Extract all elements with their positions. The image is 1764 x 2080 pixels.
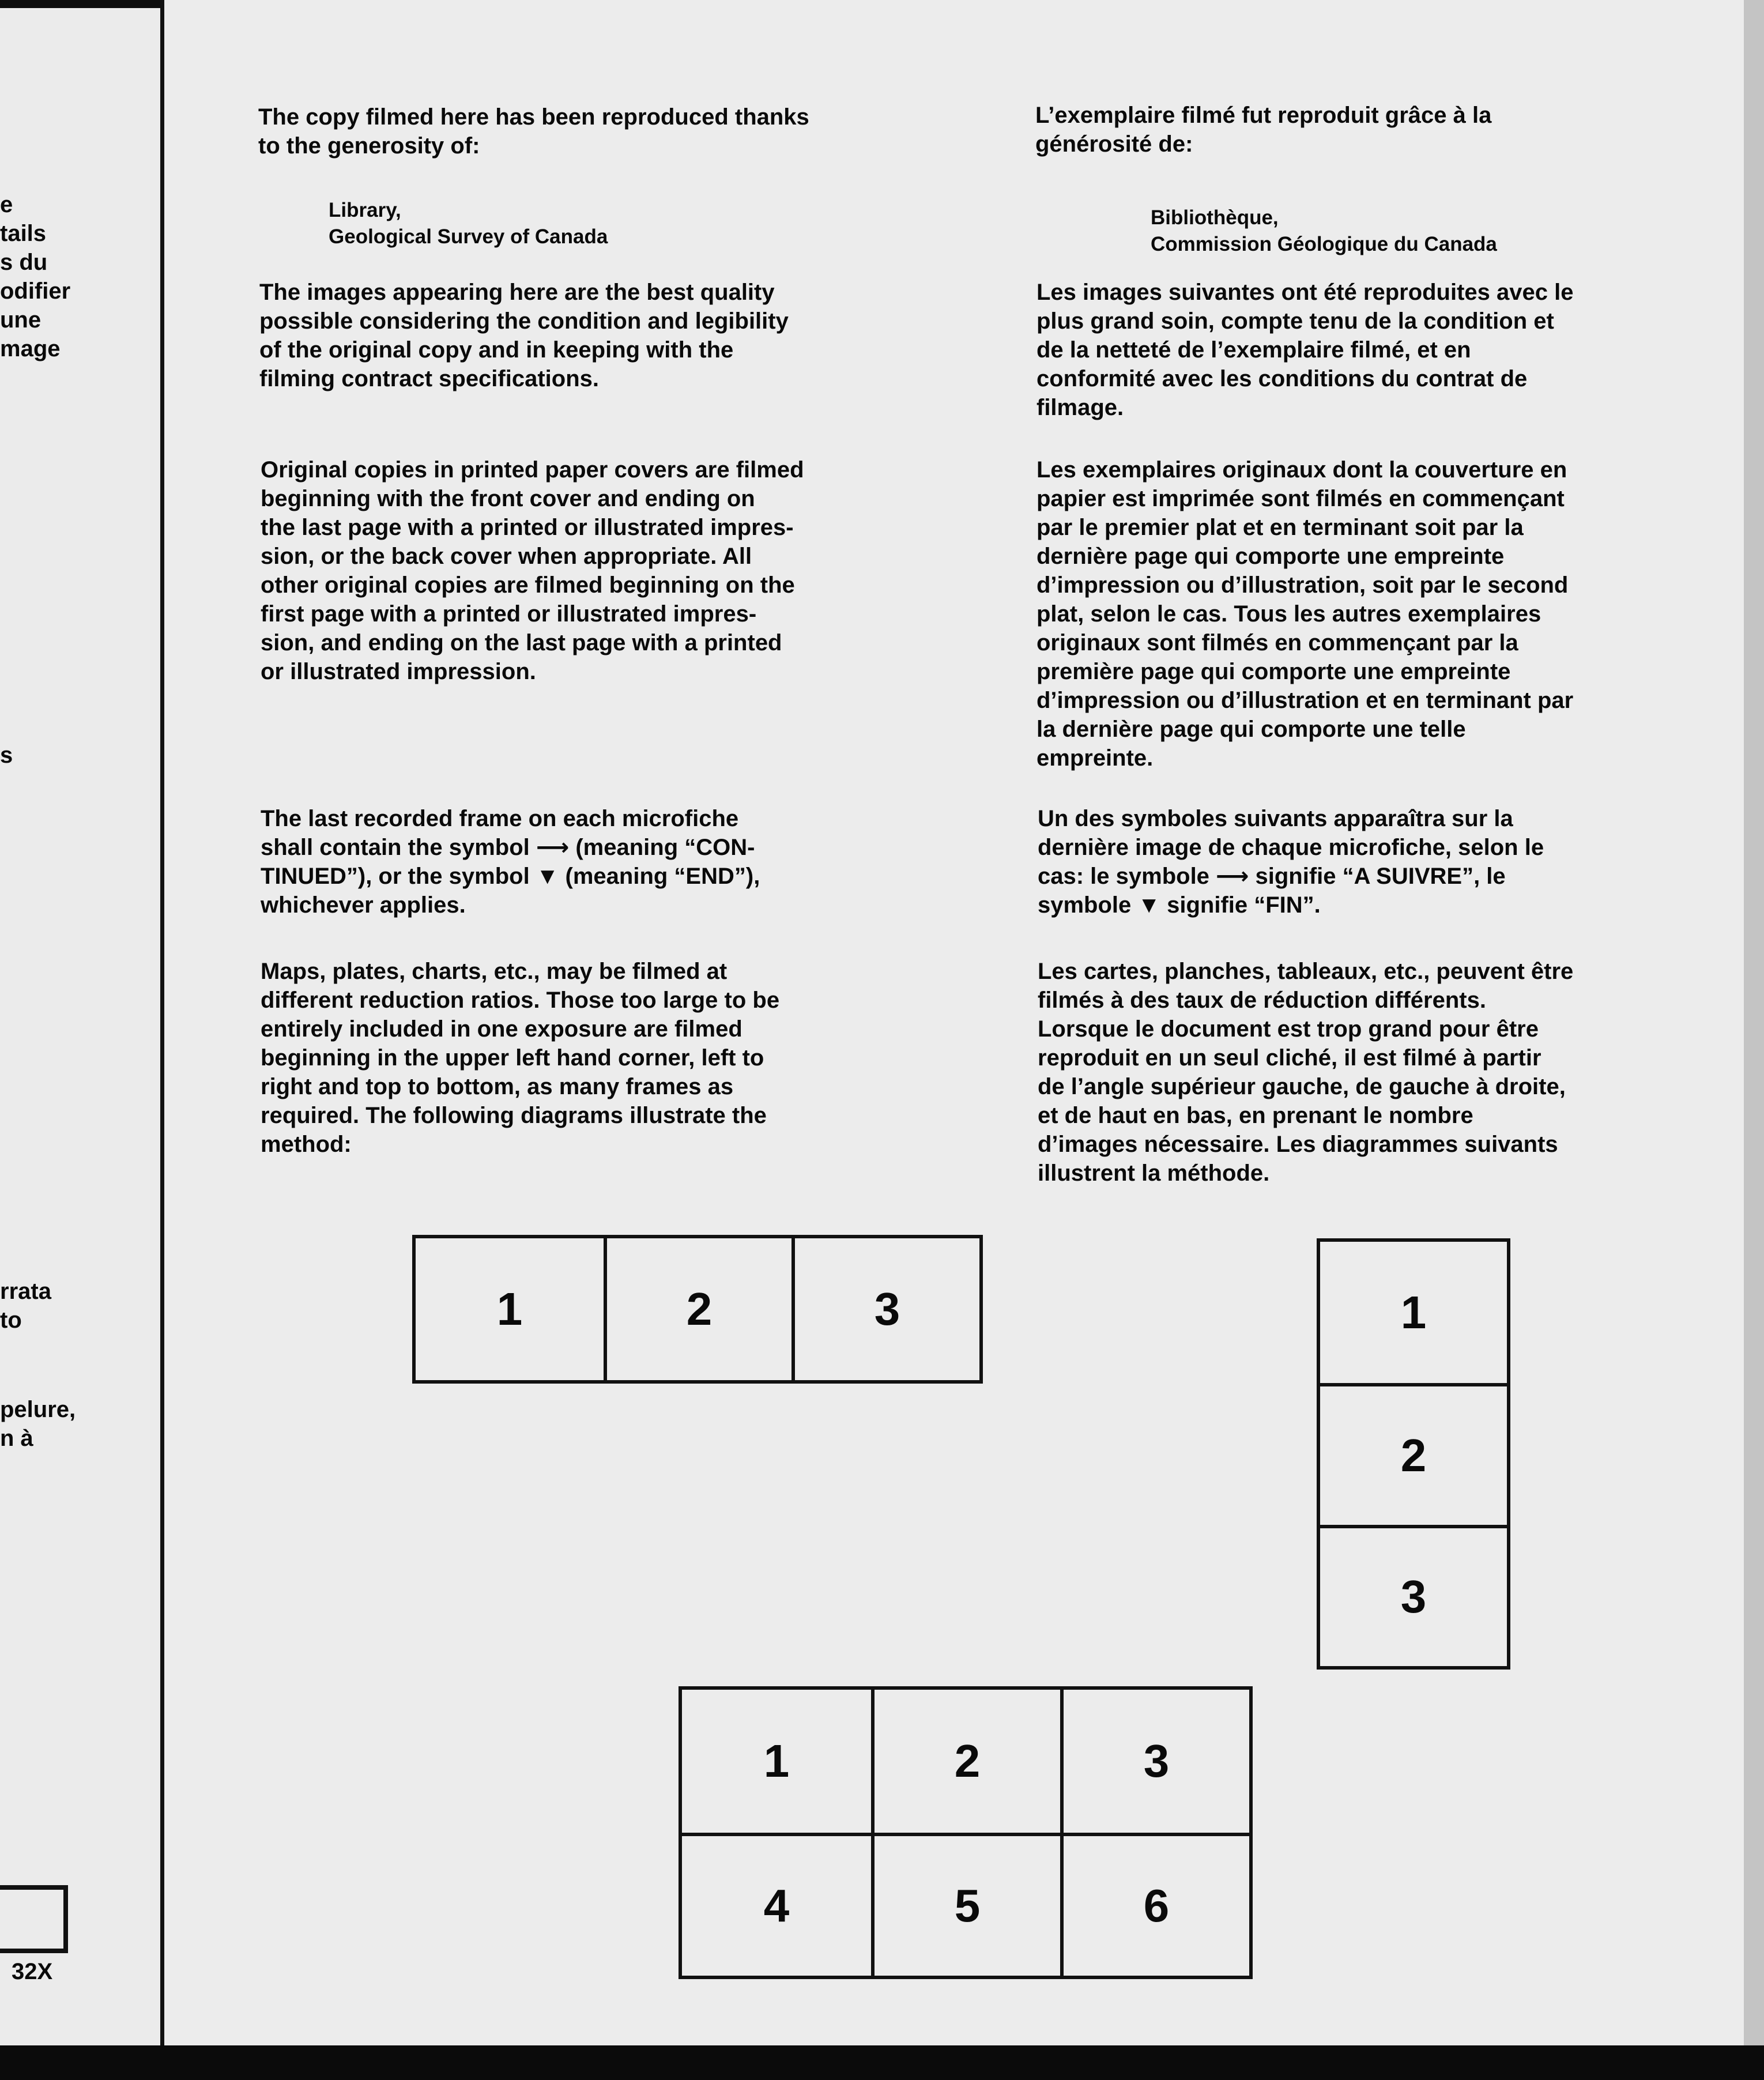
strip-fragment: une — [0, 307, 42, 333]
frame-cell: 2 — [871, 1690, 1060, 1833]
french-maps: Les cartes, planches, tableaux, etc., peuvent être filmés à des taux de réduction différents. Lorsque le document est trop grand pour être reproduit en un seul cliché, il est filmé à partir de l’angle supérieur gauche, de gauche à droite, et de haut en bas, en prenant le nombre d’images nécessaire. Les diagrammes suivants illustrent la méthode. — [1038, 959, 1574, 1186]
frame-cell: 6 — [1060, 1833, 1249, 1976]
frame-cell: 5 — [871, 1833, 1060, 1976]
strip-fragment: s — [0, 743, 13, 768]
strip-fragments-lower — [0, 1277, 160, 1335]
reduction-label: 32X — [12, 1959, 53, 1984]
english-acknowledgement: The copy filmed here has been reproduced thanks to the generosity of: — [258, 104, 809, 159]
strip-fragment: odifier — [0, 278, 71, 304]
english-symbols: The last recorded frame on each microfiche shall contain the symbol ⟶ (meaning “CON- TINUED”), or the symbol ▼ (meaning “END”), whichever applies. — [261, 806, 760, 918]
strip-fragment: n à — [0, 1426, 33, 1451]
strip-fragments-top — [0, 190, 160, 363]
strip-fragment: tails — [0, 221, 47, 246]
strip-top-bar — [0, 0, 160, 8]
strip-fragment: to — [0, 1307, 22, 1333]
french-acknowledgement: L’exemplaire filmé fut reproduit grâce à la générosité de: — [1035, 103, 1492, 157]
french-institution: Bibliothèque, Commission Géologique du Canada — [1151, 206, 1497, 255]
french-symbols: Un des symboles suivants apparaîtra sur la dernière image de chaque microfiche, selon le cas: le symbole ⟶ signifie “A SUIVRE”, le symbole ▼ signifie “FIN”. — [1038, 806, 1544, 918]
grid-frames-diagram — [679, 1686, 1253, 1979]
right-page-edge — [1744, 0, 1764, 2080]
vertical-frames-diagram — [1317, 1238, 1510, 1670]
frame-cell: 1 — [763, 1735, 790, 1787]
strip-fragment: s du — [0, 250, 48, 275]
strip-fragment: rrata — [0, 1279, 51, 1304]
reduction-box — [0, 1885, 68, 1953]
french-covers: Les exemplaires originaux dont la couverture en papier est imprimée sont filmés en commençant par le premier plat et en terminant soit par la dernière page qui comporte une empreinte d’impression ou d’illustration, soit par le second plat, selon le cas. Tous les autres exemplaires originaux sont filmés en commençant par la première page qui comporte une empreinte d’impression ou d’illustration et en terminant par la dernière page qui comporte une telle empreinte. — [1036, 457, 1574, 771]
frame-cell: 3 — [1320, 1525, 1507, 1666]
frame-cell: 1 — [1400, 1286, 1427, 1338]
frame-cell: 1 — [496, 1283, 523, 1335]
frame-cell: 4 — [682, 1833, 871, 1976]
strip-fragments-bottom — [0, 1395, 160, 1453]
horizontal-frames-diagram — [412, 1235, 983, 1384]
frame-cell: 3 — [1060, 1690, 1249, 1833]
strip-fragments-middle — [0, 741, 160, 770]
frame-cell: 2 — [604, 1238, 791, 1380]
film-bottom-band — [0, 2045, 1764, 2080]
english-covers: Original copies in printed paper covers are filmed beginning with the front cover and ending on the last page with a printed or illustrated impres- sion, or the back cover when appropriate. All other original copies are filmed beginning on the first page with a printed or illustrated impres- sion, and ending on the last page with a printed or illustrated impression. — [261, 457, 804, 684]
english-quality: The images appearing here are the best quality possible considering the condition and legibility of the original copy and in keeping with the filming contract specifications. — [259, 280, 789, 391]
strip-fragment: pelure, — [0, 1397, 76, 1422]
english-maps: Maps, plates, charts, etc., may be filmed at different reduction ratios. Those too large to be entirely included in one exposure are filmed beginning in the upper left hand corner, left to right and top to bottom, as many frames as required. The following diagrams illustrate the method: — [261, 959, 780, 1157]
french-quality: Les images suivantes ont été reproduites avec le plus grand soin, compte tenu de la condition et de la netteté de l’exemplaire filmé, et en conformité avec les conditions du contrat de filmage. — [1036, 280, 1574, 420]
previous-page-strip — [0, 0, 164, 2045]
strip-fragment: e — [0, 192, 13, 217]
english-institution: Library, Geological Survey of Canada — [329, 199, 608, 248]
frame-cell: 2 — [1320, 1383, 1507, 1524]
frame-cell: 3 — [791, 1238, 979, 1380]
strip-fragment: mage — [0, 336, 61, 361]
